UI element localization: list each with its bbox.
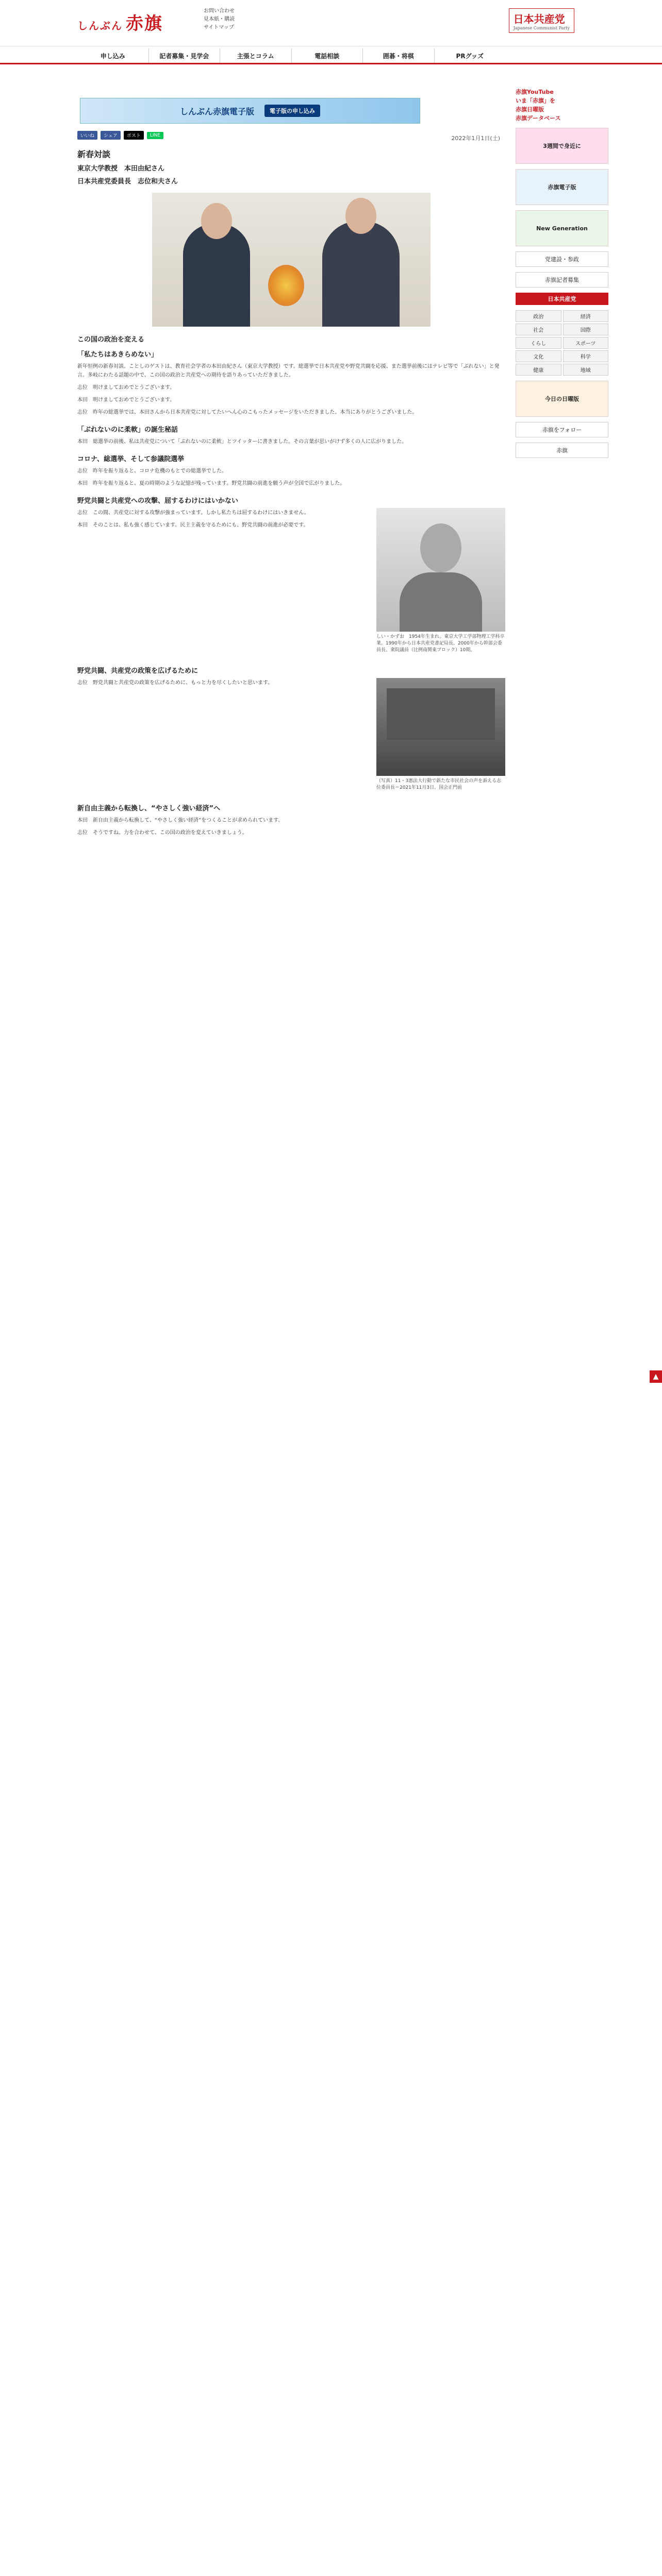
category-link[interactable]: くらし xyxy=(516,337,561,349)
paragraph: 志位 明けましておめでとうございます。 xyxy=(77,385,175,391)
photo-caption: （写真）11・3憲法大行動で新たな市民社会の声を訴える志位委員長＝2021年11月3日、国会正門前 xyxy=(376,778,502,790)
nichiyoban-ad[interactable]: 今日の日曜版 xyxy=(516,381,608,417)
guest-1: 東京大学教授 本田由紀さん xyxy=(77,165,165,173)
section-heading: 野党共闘と共産党への攻撃、屈するわけにはいかない xyxy=(77,497,239,505)
section-heading: 「私たちはあきらめない」 xyxy=(77,351,158,359)
denshiban-banner[interactable] xyxy=(80,98,420,124)
logo-small: しんぶん xyxy=(77,20,123,32)
rally-photo xyxy=(376,678,505,776)
sidebar xyxy=(516,88,608,458)
paragraph: 志位 昨年を振り返ると、コロナ危機のもとでの総選挙でした。 xyxy=(77,468,227,474)
akahata-logo[interactable] xyxy=(77,9,163,35)
paragraph: 本田 昨年を振り返ると、夏の時期のような記憶が残っています。野党共闘の前進を願う声が全国で広がりました。 xyxy=(77,481,345,486)
section-heading: 「ぶれないのに柔軟」の誕生秘話 xyxy=(77,426,178,434)
guest-2: 日本共産党委員長 志位和夫さん xyxy=(77,178,178,185)
banner-title: しんぶん赤旗電子版 xyxy=(179,106,254,116)
category-link[interactable]: 国際 xyxy=(563,324,609,335)
sidebar-box[interactable]: 赤旗 xyxy=(516,443,608,458)
nav-item[interactable]: 記者募集・見学会 xyxy=(149,48,221,63)
nav-item[interactable]: 電話相談 xyxy=(292,48,363,63)
share-bar xyxy=(77,131,505,140)
category-link[interactable]: 経済 xyxy=(563,310,609,322)
category-link[interactable]: 政治 xyxy=(516,310,561,322)
section-heading: 新自由主義から転換し、“やさしく強い経済”へ xyxy=(77,805,221,812)
header-link[interactable]: 見本紙・購読 xyxy=(204,16,235,22)
category-link[interactable]: 科学 xyxy=(563,350,609,362)
nav-item[interactable]: 主張とコラム xyxy=(220,48,292,63)
header-link[interactable]: お問い合わせ xyxy=(204,8,235,14)
nav-item[interactable]: PRグッズ xyxy=(456,53,484,60)
header-links xyxy=(204,7,235,32)
article-title: 新春対談 xyxy=(77,149,111,159)
sidebar-link[interactable]: 赤旗日曜版 xyxy=(516,106,544,113)
category-grid xyxy=(516,310,608,376)
share-line[interactable]: LINE xyxy=(147,132,163,139)
portrait-photo xyxy=(376,508,505,632)
sidebar-ad[interactable]: New Generation xyxy=(516,210,608,246)
rally-photo-block xyxy=(376,678,505,791)
paragraph: 新年恒例の新春対談。ことしのゲストは、教育社会学者の本田由紀さん（東京大学教授）です。総選挙で日本共産党や野党共闘を応援、また選挙前後にはテレビ等で「ぶれない」と発言。多岐にわたる話題の中で、この国の政治と共産党への期待を語りあっていただきました。 xyxy=(77,364,500,378)
main-content xyxy=(77,98,505,837)
category-link[interactable]: 地域 xyxy=(563,364,609,376)
header xyxy=(0,0,662,46)
share-x[interactable]: ポスト xyxy=(124,131,144,140)
photo-caption: しい・かずお 1954年生まれ。東京大学工学部物理工学科卒業。1990年から日本共産党書記局長、2000年から幹部会委員長、衆院議員（比例南関東ブロック）10期。 xyxy=(376,634,505,653)
jcp-logo[interactable] xyxy=(509,8,574,33)
category-link[interactable]: 健康 xyxy=(516,364,561,376)
category-link[interactable]: 文化 xyxy=(516,350,561,362)
sidebar-link[interactable]: 赤旗YouTube xyxy=(516,89,554,95)
banner-button[interactable]: 電子版の申し込み xyxy=(264,105,320,117)
category-link[interactable]: 社会 xyxy=(516,324,561,335)
party-name: 日本共産党 xyxy=(513,13,565,25)
sidebar-ad[interactable]: 赤旗電子版 xyxy=(516,169,608,205)
section-heading: この国の政治を変える xyxy=(77,336,145,344)
paragraph: 志位 この間、共産党に対する攻撃が強まっています。しかし私たちは屈するわけにはいきません。 xyxy=(77,510,309,516)
paragraph: 志位 野党共闘と共産党の政策を広げるために、もっと力を尽くしたいと思います。 xyxy=(77,680,273,686)
logo-big: 赤旗 xyxy=(126,13,163,34)
page-top-icon[interactable]: ▲ xyxy=(650,1370,662,1383)
follow-box[interactable]: 赤旗をフォロー xyxy=(516,422,608,437)
sidebar-box[interactable]: 党建設・参政 xyxy=(516,251,608,267)
section-heading: 野党共闘、共産党の政策を広げるために xyxy=(77,667,198,675)
share-facebook[interactable]: いいね xyxy=(77,131,97,140)
paragraph: 本田 新自由主義から転換して、“やさしく強い経済”をつくることが求められています。 xyxy=(77,818,284,823)
header-link[interactable]: サイトマップ xyxy=(204,25,234,30)
main-nav xyxy=(77,48,505,63)
share-button[interactable]: シェア xyxy=(101,131,121,140)
party-sub: Japanese Communist Party xyxy=(513,26,570,30)
nav-item[interactable]: 申し込み xyxy=(77,48,149,63)
sidebar-link[interactable]: いま「赤旗」を xyxy=(516,97,555,104)
category-link[interactable]: スポーツ xyxy=(563,337,609,349)
sidebar-ad[interactable]: 3週間で身近に xyxy=(516,128,608,164)
paragraph: 志位 そうですね。力を合わせて、この国の政治を変えていきましょう。 xyxy=(77,830,247,836)
paragraph: 志位 昨年の総選挙では、本田さんから日本共産党に対してたいへん心のこもったメッセージをいただきました。本当にありがとうございました。 xyxy=(77,410,418,415)
article-photo xyxy=(152,193,431,327)
section-heading: コロナ、総選挙、そして参議院選挙 xyxy=(77,455,185,463)
article-date: 2022年1月1日(土) xyxy=(451,135,500,142)
divider xyxy=(0,63,662,64)
sidebar-link[interactable]: 赤旗データベース xyxy=(516,115,561,122)
paragraph: 本田 明けましておめでとうございます。 xyxy=(77,397,175,403)
portrait-block xyxy=(376,508,505,654)
sidebar-red-button[interactable]: 日本共産党 xyxy=(516,293,608,305)
paragraph: 本田 そのことは、私も強く感じています。民主主義を守るためにも、野党共闘の前進が必要です。 xyxy=(77,522,309,528)
nav-item[interactable]: 囲碁・将棋 xyxy=(363,48,435,63)
sidebar-box[interactable]: 赤旗記者募集 xyxy=(516,272,608,287)
paragraph: 本田 総選挙の前後、私は共産党について「ぶれないのに柔軟」とツイッターに書きました。その言葉が思いがけず多くの人に広がりました。 xyxy=(77,439,407,445)
